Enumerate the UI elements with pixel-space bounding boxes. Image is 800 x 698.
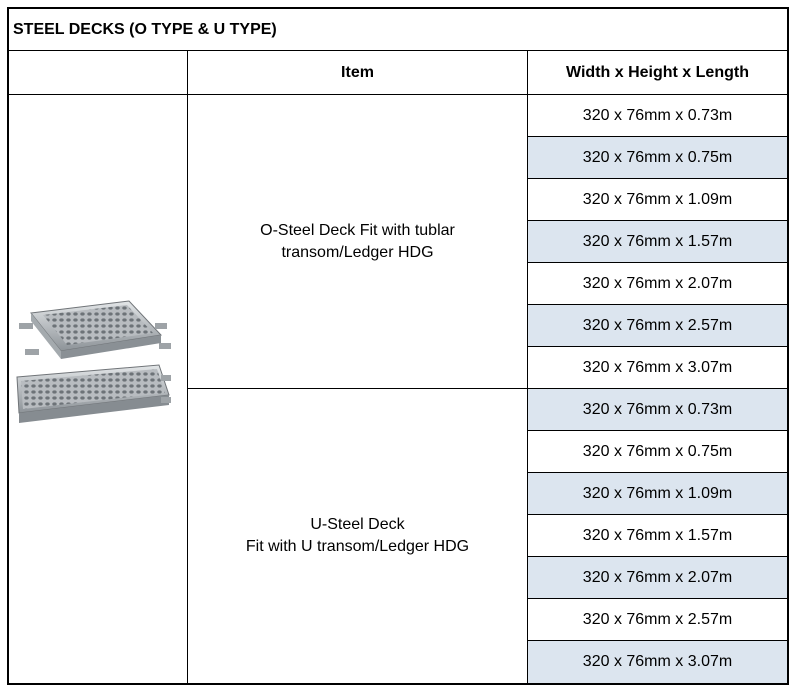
header-image — [9, 51, 187, 95]
spec-table — [7, 7, 789, 685]
dimension-cell: 320 x 76mm x 0.73m — [582, 107, 733, 124]
header-dimensions: Width x Height x Length — [566, 64, 749, 81]
dimension-cell: 320 x 76mm x 2.07m — [582, 275, 733, 292]
dimension-cell: 320 x 76mm x 0.75m — [528, 137, 787, 179]
row-divider — [528, 430, 787, 431]
item-text-line: U-Steel Deck — [310, 516, 405, 533]
row-divider — [528, 640, 787, 641]
dimension-cell: 320 x 76mm x 0.75m — [582, 443, 733, 460]
dimension-cell: 320 x 76mm x 2.07m — [528, 557, 787, 599]
row-divider — [528, 388, 787, 389]
row-divider — [528, 220, 787, 221]
item-text-line: Fit with U transom/Ledger HDG — [245, 538, 470, 555]
row-divider — [528, 346, 787, 347]
o-deck-image — [19, 301, 171, 359]
row-divider — [528, 514, 787, 515]
dimension-cell: 320 x 76mm x 0.73m — [528, 389, 787, 431]
header-item: Item — [341, 64, 374, 81]
row-divider — [528, 178, 787, 179]
u-deck-image — [17, 365, 171, 423]
item-text-line: transom/Ledger HDG — [281, 244, 434, 261]
row-divider — [528, 598, 787, 599]
dimension-cell: 320 x 76mm x 3.07m — [528, 641, 787, 683]
item-cell — [188, 389, 527, 683]
dimension-cell: 320 x 76mm x 2.57m — [528, 305, 787, 347]
steel-deck-image — [9, 95, 187, 683]
table-title: STEEL DECKS (O TYPE & U TYPE) — [9, 9, 787, 51]
product-image-cell — [9, 95, 187, 683]
row-divider — [528, 262, 787, 263]
row-divider — [528, 556, 787, 557]
dimension-cell: 320 x 76mm x 1.09m — [582, 191, 733, 208]
dimension-cell: 320 x 76mm x 1.57m — [528, 221, 787, 263]
item-text-line: O-Steel Deck Fit with tublar — [260, 222, 455, 239]
dimension-cell: 320 x 76mm x 1.09m — [528, 473, 787, 515]
dimension-cell: 320 x 76mm x 3.07m — [582, 359, 733, 376]
dimension-cell: 320 x 76mm x 2.57m — [582, 611, 733, 628]
dimension-cell: 320 x 76mm x 1.57m — [582, 527, 733, 544]
row-divider — [528, 136, 787, 137]
item-cell — [188, 95, 527, 389]
row-divider — [528, 304, 787, 305]
row-divider — [528, 472, 787, 473]
